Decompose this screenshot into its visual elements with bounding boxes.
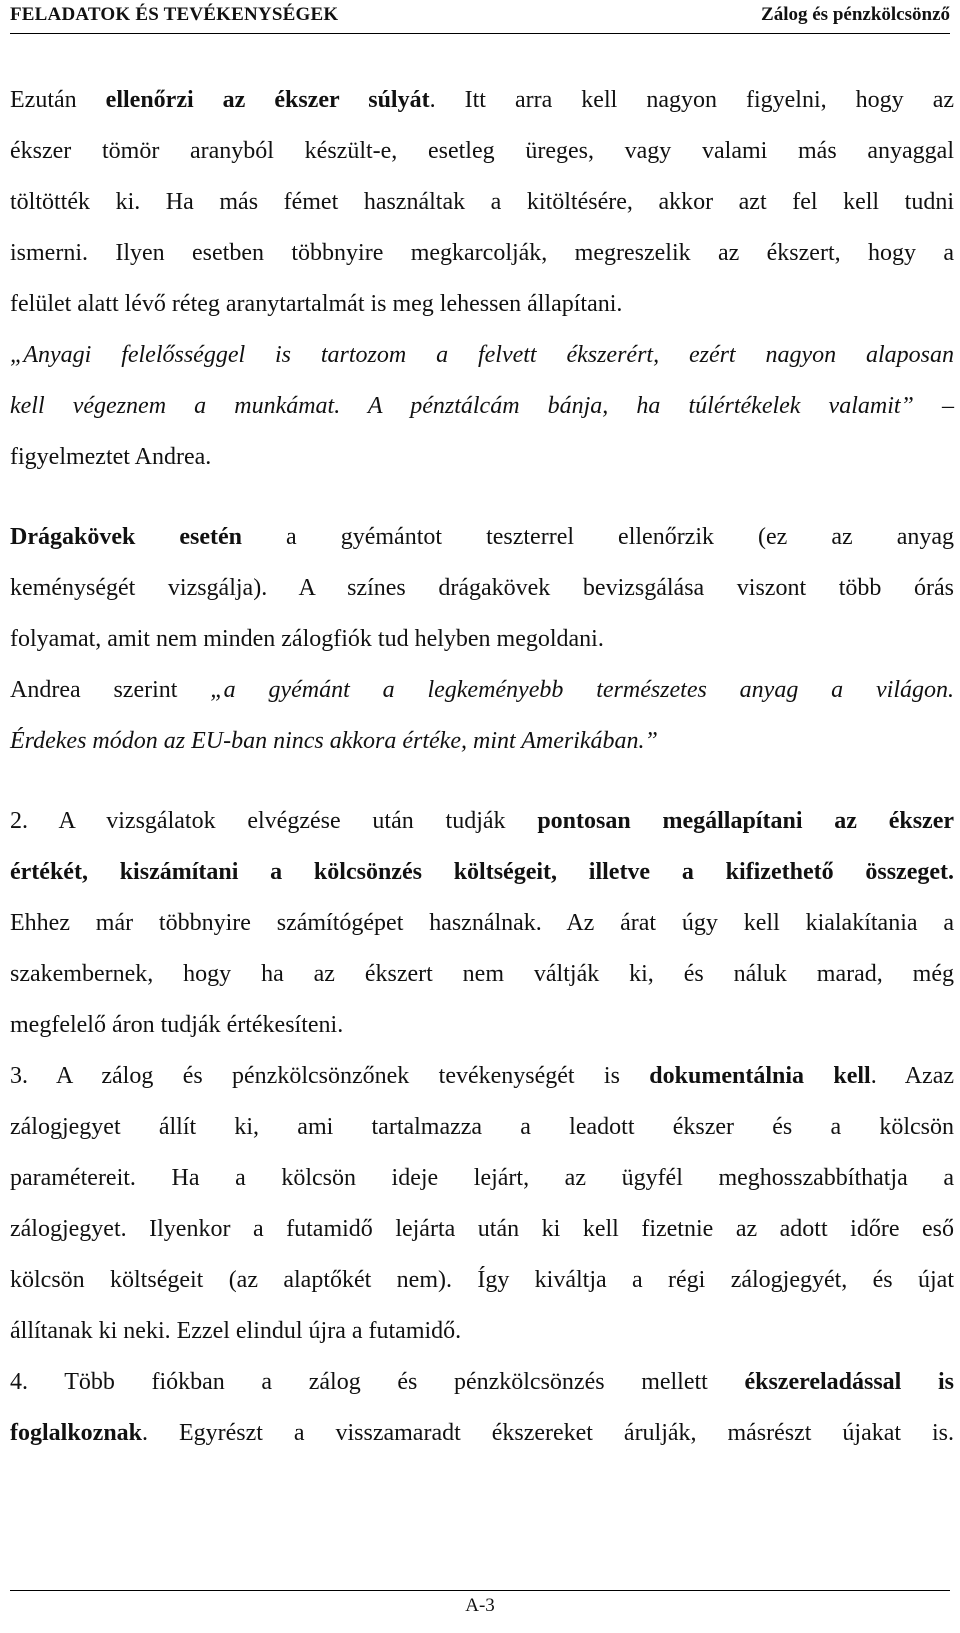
page-number: A-3 xyxy=(465,1595,495,1616)
paragraph-line: Ehhez már többnyire számítógépet használnak. Az árat úgy kell kialakítania a xyxy=(10,910,954,936)
paragraph-line: ismerni. Ilyen esetben többnyire megkarcolják, megreszelik az ékszert, hogy a xyxy=(10,240,954,266)
paragraph-line: megfelelő áron tudják értékesíteni. xyxy=(10,1012,344,1038)
paragraph-line: Drágakövek esetén a gyémántot teszterrel ellenőrzik (ez az anyag xyxy=(10,524,955,550)
paragraph-line: figyelmeztet Andrea. xyxy=(10,444,212,470)
document-body xyxy=(10,75,954,1459)
paragraph-line: zálogjegyet állít ki, ami tartalmazza a leadott ékszer és a kölcsön xyxy=(10,1114,954,1140)
quote-line: Érdekes módon az EU-ban nincs akkora értéke, mint Amerikában.” xyxy=(10,728,658,754)
header-section-title: FELADATOK ÉS TEVÉKENYSÉGEK xyxy=(10,4,339,25)
bold-phrase: dokumentálnia kell xyxy=(649,1063,871,1089)
paragraph-line: 4. Több fiókban a zálog és pénzkölcsönzés mellett ékszereladással is xyxy=(10,1369,954,1395)
quote-line: „Anyagi felelősséggel is tartozom a felvett ékszerért, ezért nagyon alaposan xyxy=(10,342,954,368)
paragraph-line: zálogjegyet. Ilyenkor a futamidő lejárta után ki kell fizetnie az adott időre eső xyxy=(10,1216,954,1242)
paragraph-line: 2. A vizsgálatok elvégzése után tudják pontosan megállapítani az ékszer xyxy=(10,808,955,834)
paragraph-line: keménységét vizsgálja). A színes drágakövek bevizsgálása viszont több órás xyxy=(10,575,954,601)
paragraph-line: Andrea szerint „a gyémánt a legkeményebb természetes anyag a világon. xyxy=(10,677,954,703)
paragraph-line: 3. A zálog és pénzkölcsönzőnek tevékenységét is dokumentálnia kell. Azaz xyxy=(10,1063,955,1089)
bold-phrase: ellenőrzi az ékszer súlyát xyxy=(105,87,430,113)
paragraph-line: kölcsön költségeit (az alaptőkét nem). Így kiváltja a régi zálogjegyét, és újat xyxy=(10,1267,954,1293)
bold-phrase: Drágakövek esetén xyxy=(10,524,243,550)
paragraph-line xyxy=(10,847,954,898)
paragraph-line: állítanak ki neki. Ezzel elindul újra a futamidő. xyxy=(10,1318,462,1344)
bold-phrase: foglalkoznak xyxy=(10,1420,143,1446)
bold-phrase: értékét, kiszámítani a kölcsönzés költségeit, illetve a kifizethető összeget. xyxy=(10,859,954,885)
bold-phrase: pontosan megállapítani az ékszer xyxy=(537,808,955,834)
page-header xyxy=(10,0,950,34)
header-topic-title: Zálog és pénzkölcsönző xyxy=(761,4,950,25)
quote-line: kell végeznem a munkámat. A pénztálcám bánja, ha túlértékelek valamit” – xyxy=(10,393,954,419)
paragraph-line: Ezután ellenőrzi az ékszer súlyát. Itt arra kell nagyon figyelni, hogy az xyxy=(10,87,955,113)
paragraph-line: felület alatt lévő réteg aranytartalmát is meg lehessen állapítani. xyxy=(10,291,623,317)
paragraph-line: ékszer tömör aranyból készült-e, esetleg üreges, vagy valami más anyaggal xyxy=(10,138,954,164)
page-footer xyxy=(10,1590,950,1616)
paragraph-line: foglalkoznak. Egyrészt a visszamaradt ékszereket árulják, másrészt újakat is. xyxy=(10,1420,954,1446)
paragraph-line: paramétereit. Ha a kölcsön ideje lejárt, az ügyfél meghosszabbíthatja a xyxy=(10,1165,954,1191)
paragraph-line: folyamat, amit nem minden zálogfiók tud helyben megoldani. xyxy=(10,626,604,652)
bold-phrase: ékszereladással is xyxy=(744,1369,954,1395)
paragraph-line: töltötték ki. Ha más fémet használtak a kitöltésére, akkor azt fel kell tudni xyxy=(10,189,954,215)
paragraph-line: szakembernek, hogy ha az ékszert nem váltják ki, és náluk marad, még xyxy=(10,961,954,987)
